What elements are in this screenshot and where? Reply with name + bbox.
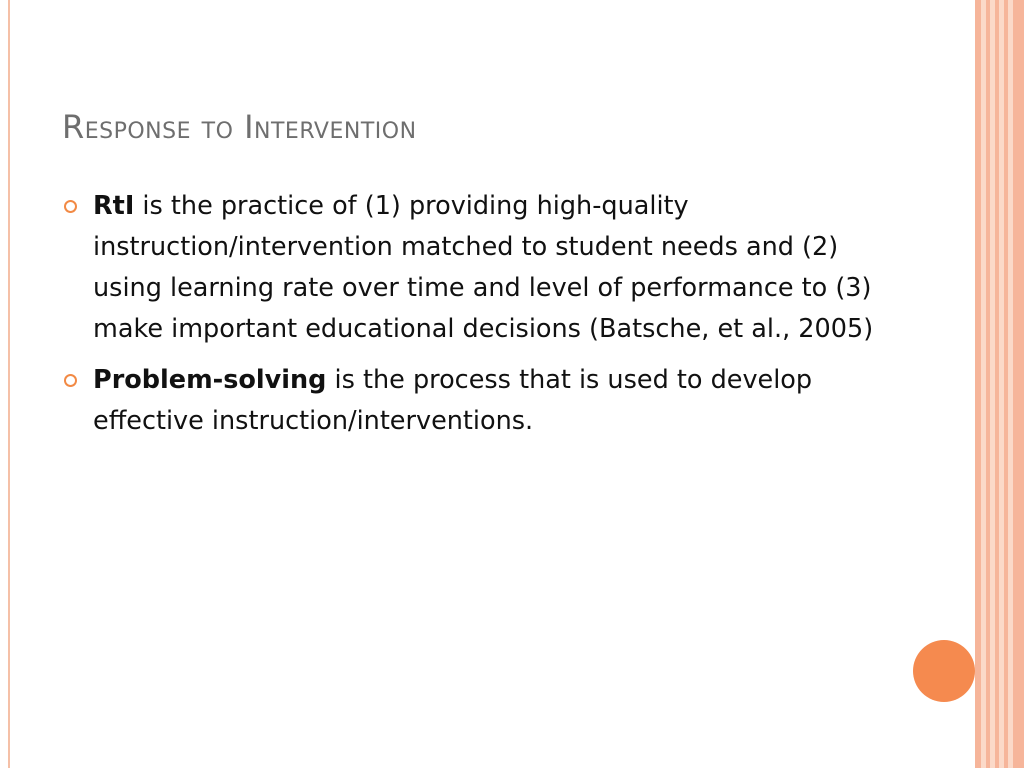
bullet-lead-term: Problem-solving: [93, 365, 327, 395]
decorative-stripe: [986, 0, 990, 768]
decorative-stripe: [1013, 0, 1024, 768]
orange-circle-icon: [913, 640, 975, 702]
bullet-text: is the practice of (1) providing high-quality instruction/intervention matched to student needs and (2) using learning rate over time and level of performance to (3) make important educational decisions (Batsche, et al., 2005): [93, 191, 874, 344]
bullet-item-problem-solving: [62, 360, 882, 442]
hollow-circle-icon: [64, 200, 77, 213]
left-frame-line: [8, 0, 10, 768]
right-decorative-panel: [975, 0, 1024, 768]
bullet-item-rti: [62, 186, 882, 350]
decorative-stripe: [995, 0, 999, 768]
decorative-stripe: [1004, 0, 1008, 768]
decorative-stripe: [975, 0, 981, 768]
bullet-text: is the process that is used to develop effective instruction/interventions.: [93, 365, 813, 436]
slide-title: Response to Intervention: [62, 108, 417, 146]
bullet-list: [62, 186, 882, 452]
bullet-lead-term: RtI: [93, 191, 135, 221]
hollow-circle-icon: [64, 374, 77, 387]
